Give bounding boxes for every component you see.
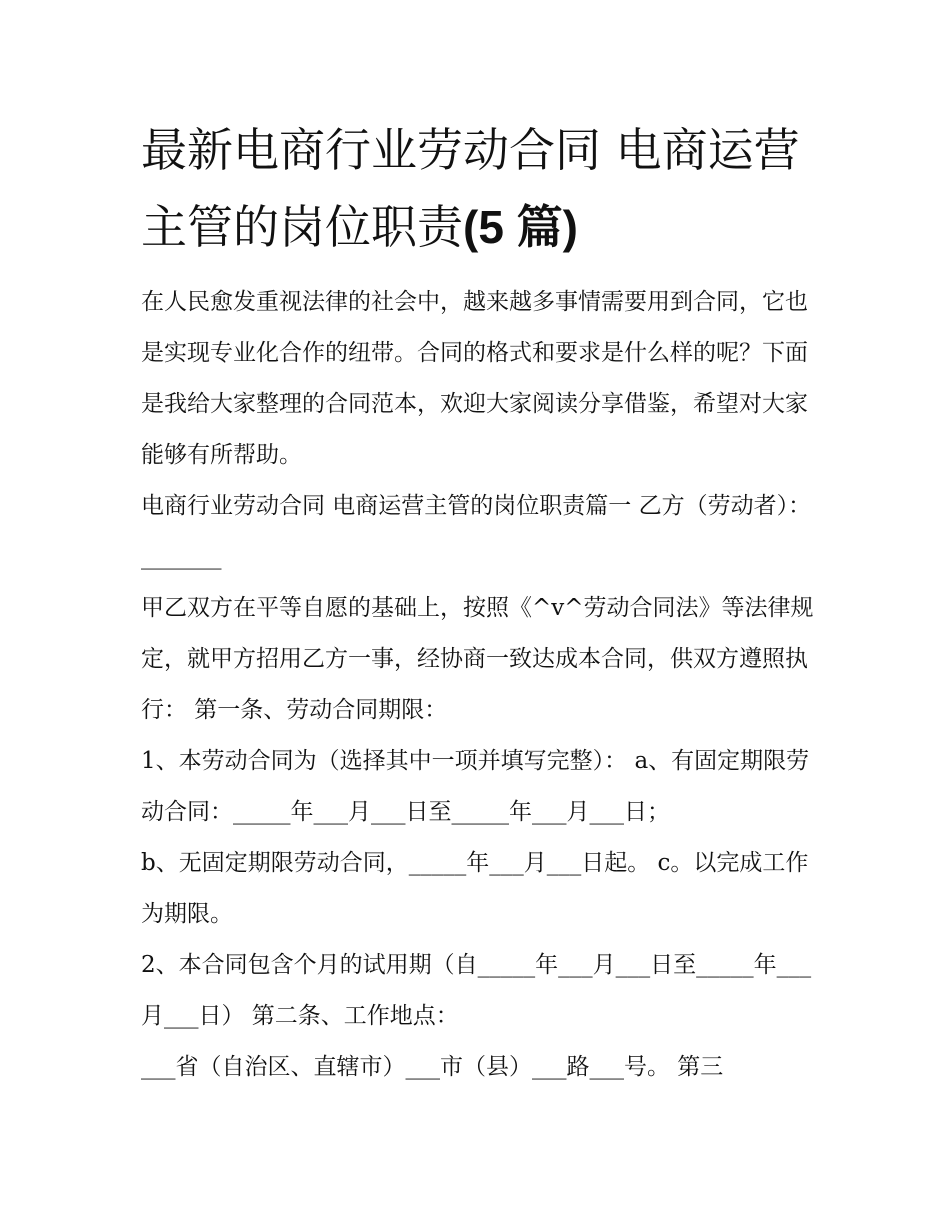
section-heading-paragraph: 电商行业劳动合同 电商运营主管的岗位职责篇一 乙方（劳动者）：_______ [141,493,812,570]
address-paragraph: ___省（自治区、直辖市）___市（县）___路___号。 第三 [141,1054,724,1080]
document-title [141,112,821,266]
title-count-text: (5 篇) [463,201,578,253]
clause-2-paragraph: 2、本合同包含个月的试用期（自_____年___月___日至_____年___月___日） 第二条、工作地点： [141,952,812,1029]
clause-1-paragraph: 1、本劳动合同为（选择其中一项并填写完整）： a、有固定期限劳动合同：_____年___月___日至_____年___月___日； [141,748,810,825]
intro-paragraph: 在人民愈发重视法律的社会中，越来越多事情需要用到合同，它也是实现专业化合作的纽带。合同的格式和要求是什么样的呢？下面是我给大家整理的合同范本，欢迎大家阅读分享借鉴，希望对大家能够有所帮助。 [141,289,808,468]
preamble-paragraph: 甲乙双方在平等自愿的基础上，按照《^v^劳动合同法》等法律规定，就甲方招用乙方一事，经协商一致达成本合同，供双方遵照执行： 第一条、劳动合同期限： [141,595,814,723]
clause-1b-paragraph: b、无固定期限劳动合同，_____年___月___日起。 c。以完成工作为期限。 [141,850,809,927]
title-main-text: 最新电商行业劳动合同 电商运营主管的岗位职责 [141,123,800,254]
document-body [141,277,821,1093]
